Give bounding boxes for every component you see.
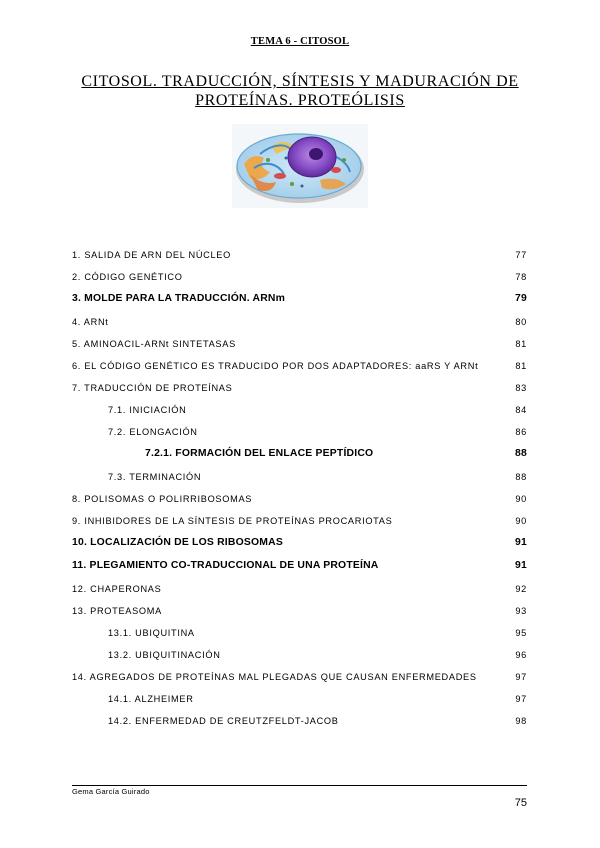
- toc-entry: [72, 359, 527, 373]
- toc-entry-label: 7.3. TERMINACIÓN: [108, 472, 202, 482]
- toc-entry-label: 10. LOCALIZACIÓN DE LOS RIBOSOMAS: [72, 537, 283, 548]
- toc-entry-page: 90: [515, 494, 527, 504]
- toc-entry-page: 83: [515, 383, 527, 393]
- toc-entry-page: 90: [515, 516, 527, 526]
- toc-entry-page: 97: [515, 672, 527, 682]
- toc-entry: [72, 292, 527, 306]
- toc-entry: [72, 381, 527, 395]
- toc-entry: [72, 559, 527, 573]
- toc-entry-label: 7. TRADUCCIÓN DE PROTEÍNAS: [72, 383, 233, 393]
- toc-entry-page: 78: [515, 272, 527, 282]
- toc-entry-label: 11. PLEGAMIENTO CO-TRADUCCIONAL DE UNA PROTEÍNA: [72, 560, 379, 571]
- toc-entry-label: 13.1. UBIQUITINA: [108, 628, 195, 638]
- toc-entry-label: 7.1. INICIACIÓN: [108, 405, 187, 415]
- toc-entry: [72, 403, 527, 417]
- toc-entry: [72, 248, 527, 262]
- toc-entry-page: 95: [515, 628, 527, 638]
- toc-entry-label: 9. INHIBIDORES DE LA SÍNTESIS DE PROTEÍNAS PROCARIOTAS: [72, 516, 393, 526]
- toc-entry: [72, 604, 527, 618]
- toc-entry: [72, 714, 527, 728]
- toc-entry-label: 8. POLISOMAS O POLIRRIBOSOMAS: [72, 494, 253, 504]
- toc-entry: [72, 670, 527, 684]
- toc-entry-label: 5. AMINOACIL-ARNt SINTETASAS: [72, 339, 236, 349]
- page-title-line-2: PROTEÍNAS. PROTEÓLISIS: [195, 92, 405, 109]
- toc-entry-page: 79: [515, 293, 527, 304]
- toc-entry-page: 93: [515, 606, 527, 616]
- toc-entry-label: 12. CHAPERONAS: [72, 584, 162, 594]
- toc-entry-page: 88: [515, 448, 527, 459]
- toc-entry: [72, 514, 527, 528]
- toc-entry: [72, 425, 527, 439]
- toc-entry-label: 14. AGREGADOS DE PROTEÍNAS MAL PLEGADAS QUE CAUSAN ENFERMEDADES: [72, 672, 477, 682]
- toc-entry-page: 92: [515, 584, 527, 594]
- toc-entry: [72, 536, 527, 550]
- toc-entry-page: 81: [515, 339, 527, 349]
- toc-entry-page: 84: [515, 405, 527, 415]
- toc-entry: [72, 447, 527, 461]
- toc-entry: [72, 582, 527, 596]
- toc-entry: [72, 626, 527, 640]
- toc-entry-label: 6. EL CÓDIGO GENÉTICO ES TRADUCIDO POR DOS ADAPTADORES: aaRS Y ARNt: [72, 361, 479, 371]
- toc-entry-page: 81: [515, 361, 527, 371]
- toc-entry-label: 1. SALIDA DE ARN DEL NÚCLEO: [72, 250, 231, 260]
- toc-entry-label: 3. MOLDE PARA LA TRADUCCIÓN. ARNm: [72, 293, 286, 304]
- page-number: 75: [514, 797, 527, 809]
- toc-entry-label: 14.2. ENFERMEDAD DE CREUTZFELDT-JACOB: [108, 716, 339, 726]
- toc-entry-page: 86: [515, 427, 527, 437]
- toc-entry-label: 4. ARNt: [72, 317, 109, 327]
- toc-entry-page: 96: [515, 650, 527, 660]
- toc-entry-page: 77: [515, 250, 527, 260]
- author: Gema García Guirado: [72, 787, 150, 796]
- toc-entry: [72, 270, 527, 284]
- toc-entry-page: 98: [515, 716, 527, 726]
- toc-entry: [72, 692, 527, 706]
- toc-entry-page: 91: [515, 560, 527, 571]
- toc-entry: [72, 492, 527, 506]
- toc-entry: [72, 648, 527, 662]
- page-title-line-1: CITOSOL. TRADUCCIÓN, SÍNTESIS Y MADURACIÓN DE: [81, 73, 519, 90]
- toc-entry-page: 88: [515, 472, 527, 482]
- toc-entry-label: 7.2. ELONGACIÓN: [108, 427, 198, 437]
- toc-entry-page: 80: [515, 317, 527, 327]
- toc-entry-label: 7.2.1. FORMACIÓN DEL ENLACE PEPTÍDICO: [145, 448, 374, 459]
- toc-entry: [72, 315, 527, 329]
- toc-entry: [72, 337, 527, 351]
- toc-entry-page: 91: [515, 537, 527, 548]
- toc-entry-label: 13.2. UBIQUITINACIÓN: [108, 650, 221, 660]
- toc-entry-label: 13. PROTEASOMA: [72, 606, 162, 616]
- chapter-label: TEMA 6 - CITOSOL: [250, 36, 350, 47]
- toc-entry: [72, 470, 527, 484]
- animal-cell-illustration: [232, 124, 368, 208]
- page-title: [40, 72, 560, 110]
- toc-entry-label: 14.1. ALZHEIMER: [108, 694, 194, 704]
- toc-entry-label: 2. CÓDIGO GENÉTICO: [72, 272, 183, 282]
- footer-divider: [72, 785, 527, 786]
- toc-entry-page: 97: [515, 694, 527, 704]
